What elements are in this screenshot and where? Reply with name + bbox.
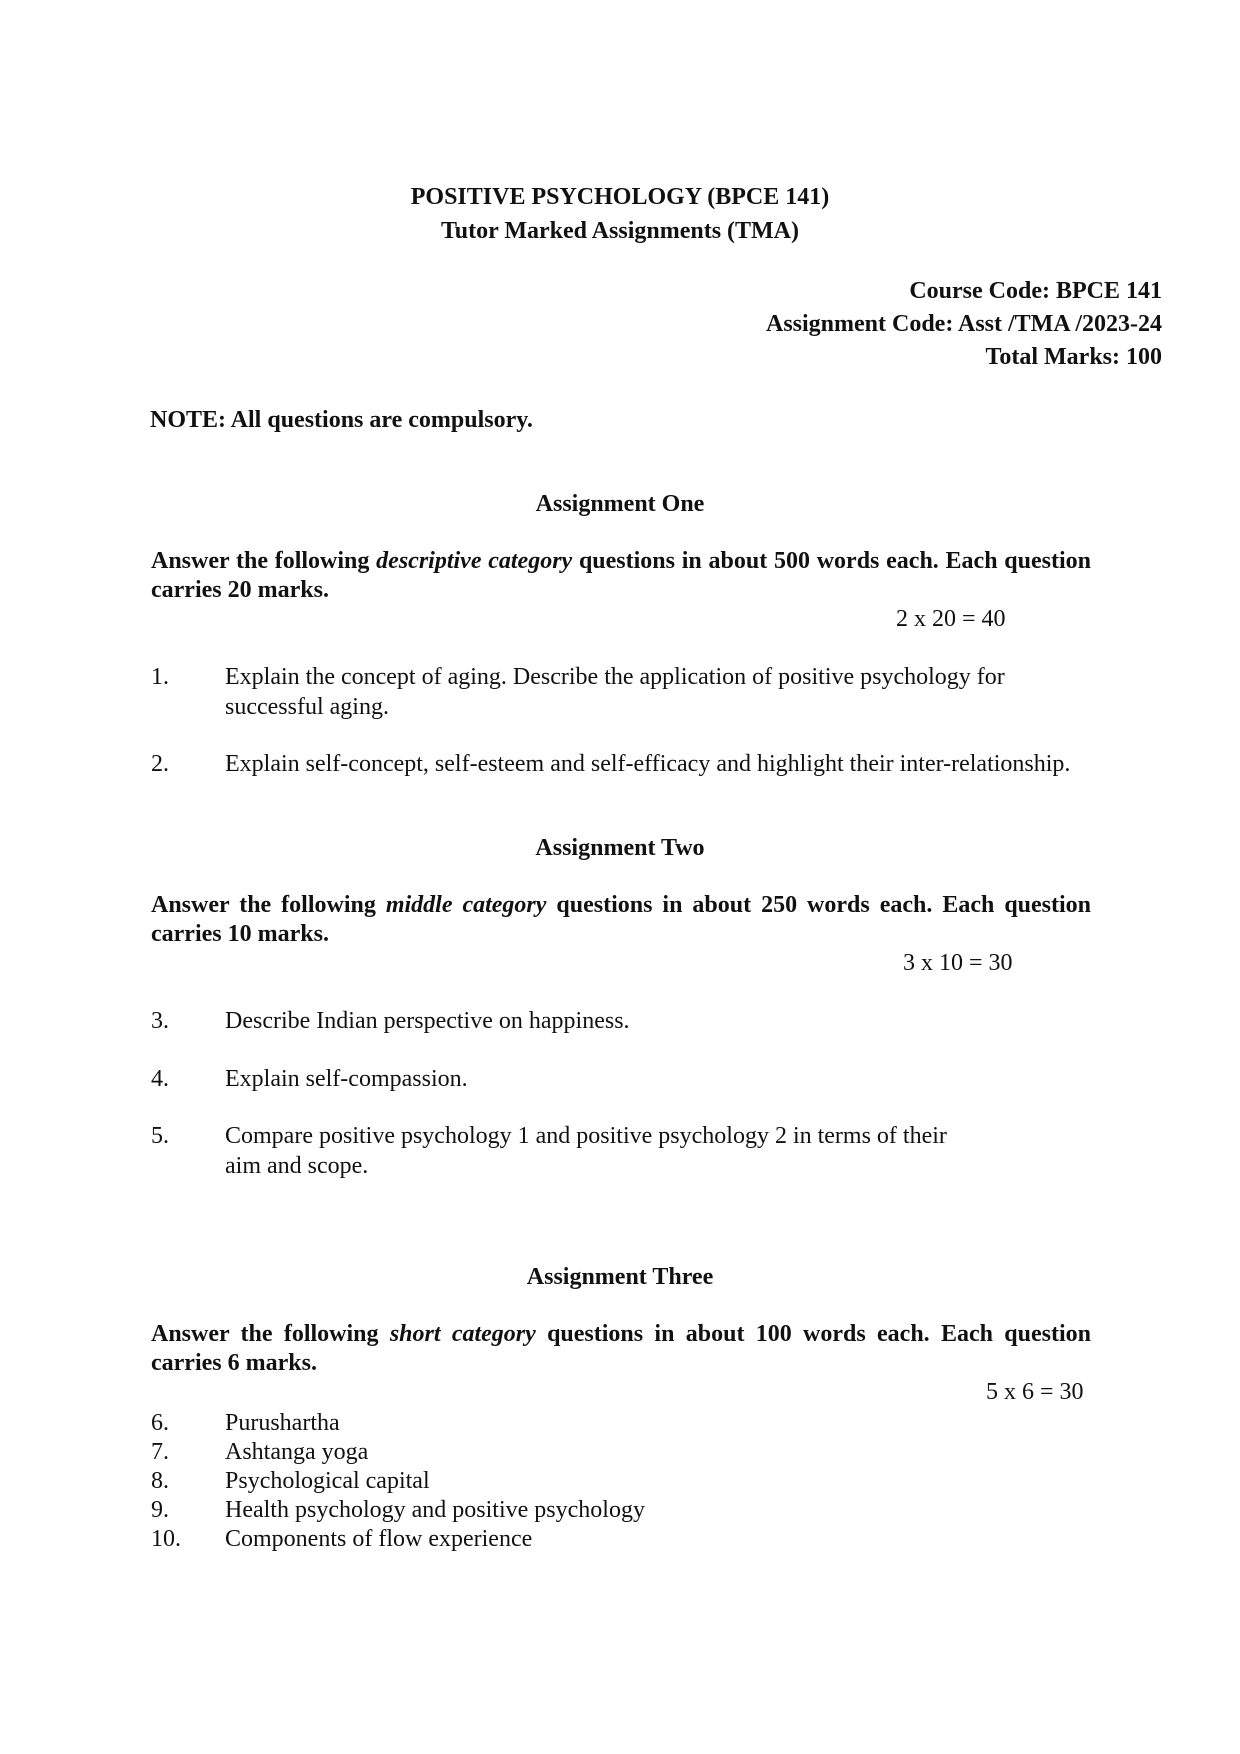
question-item: [0, 1006, 1240, 1036]
document-title: POSITIVE PSYCHOLOGY (BPCE 141): [410, 184, 830, 210]
instruction-category: short category: [389, 1321, 536, 1347]
course-code: Course Code: BPCE 141: [909, 278, 1162, 304]
question-text: Explain self-concept, self-esteem and self-efficacy and highlight their inter-relationship.: [225, 751, 1071, 777]
question-number: 8.: [151, 1468, 169, 1494]
assignment-instruction: [151, 547, 1091, 605]
question-number: 5.: [151, 1123, 169, 1149]
assignment-instruction: [151, 1320, 1091, 1378]
assignment-heading: Assignment Two: [535, 835, 705, 861]
instruction-suffix: questions in about 100 words each. Each question carries 6 marks.: [151, 1321, 1091, 1376]
question-item: [0, 1064, 1240, 1094]
assignment-heading: Assignment One: [535, 491, 705, 517]
question-number: 2.: [151, 751, 169, 777]
document-subtitle: Tutor Marked Assignments (TMA): [440, 218, 800, 244]
instruction-prefix: Answer the following: [151, 892, 386, 918]
question-item: [0, 1437, 1240, 1467]
question-item: [0, 1466, 1240, 1496]
question-number: 3.: [151, 1008, 169, 1034]
question-number: 1.: [151, 664, 169, 690]
marks-formula: 5 x 6 = 30: [986, 1379, 1084, 1405]
question-item: [0, 1524, 1240, 1554]
question-text: Explain the concept of aging. Describe the application of positive psychology for successful aging.: [225, 664, 1005, 720]
question-text: Health psychology and positive psychology: [225, 1497, 645, 1523]
question-text: Components of flow experience: [225, 1526, 533, 1552]
instruction-category: descriptive category: [376, 548, 573, 574]
instruction-prefix: Answer the following: [151, 1321, 390, 1347]
total-marks: Total Marks: 100: [985, 344, 1162, 370]
question-number: 9.: [151, 1497, 169, 1523]
question-item: [0, 1121, 1240, 1181]
question-item: [0, 749, 1240, 779]
question-text: Describe Indian perspective on happiness.: [225, 1008, 630, 1034]
marks-formula: 3 x 10 = 30: [903, 950, 1013, 976]
question-text: Psychological capital: [225, 1468, 430, 1494]
assignment-instruction: [151, 891, 1091, 949]
question-text: Ashtanga yoga: [225, 1439, 369, 1465]
question-number: 7.: [151, 1439, 169, 1465]
compulsory-note: NOTE: All questions are compulsory.: [150, 407, 533, 433]
question-text: Compare positive psychology 1 and positive psychology 2 in terms of their aim and scope.: [225, 1123, 947, 1179]
instruction-category: middle category: [385, 892, 547, 918]
marks-formula: 2 x 20 = 40: [896, 606, 1006, 632]
instruction-suffix: questions in about 500 words each. Each question carries 20 marks.: [151, 548, 1092, 603]
assignment-heading: Assignment Three: [526, 1264, 714, 1290]
question-number: 4.: [151, 1066, 169, 1092]
question-number: 6.: [151, 1410, 169, 1436]
instruction-suffix: questions in about 250 words each. Each question carries 10 marks.: [151, 892, 1092, 947]
question-item: [0, 662, 1240, 722]
question-text: Explain self-compassion.: [225, 1066, 468, 1092]
question-text: Purushartha: [225, 1410, 340, 1436]
question-item: [0, 1495, 1240, 1525]
question-item: [0, 1408, 1240, 1438]
instruction-prefix: Answer the following: [151, 548, 377, 574]
question-number: 10.: [151, 1526, 181, 1552]
assignment-code: Assignment Code: Asst /TMA /2023-24: [765, 311, 1162, 337]
